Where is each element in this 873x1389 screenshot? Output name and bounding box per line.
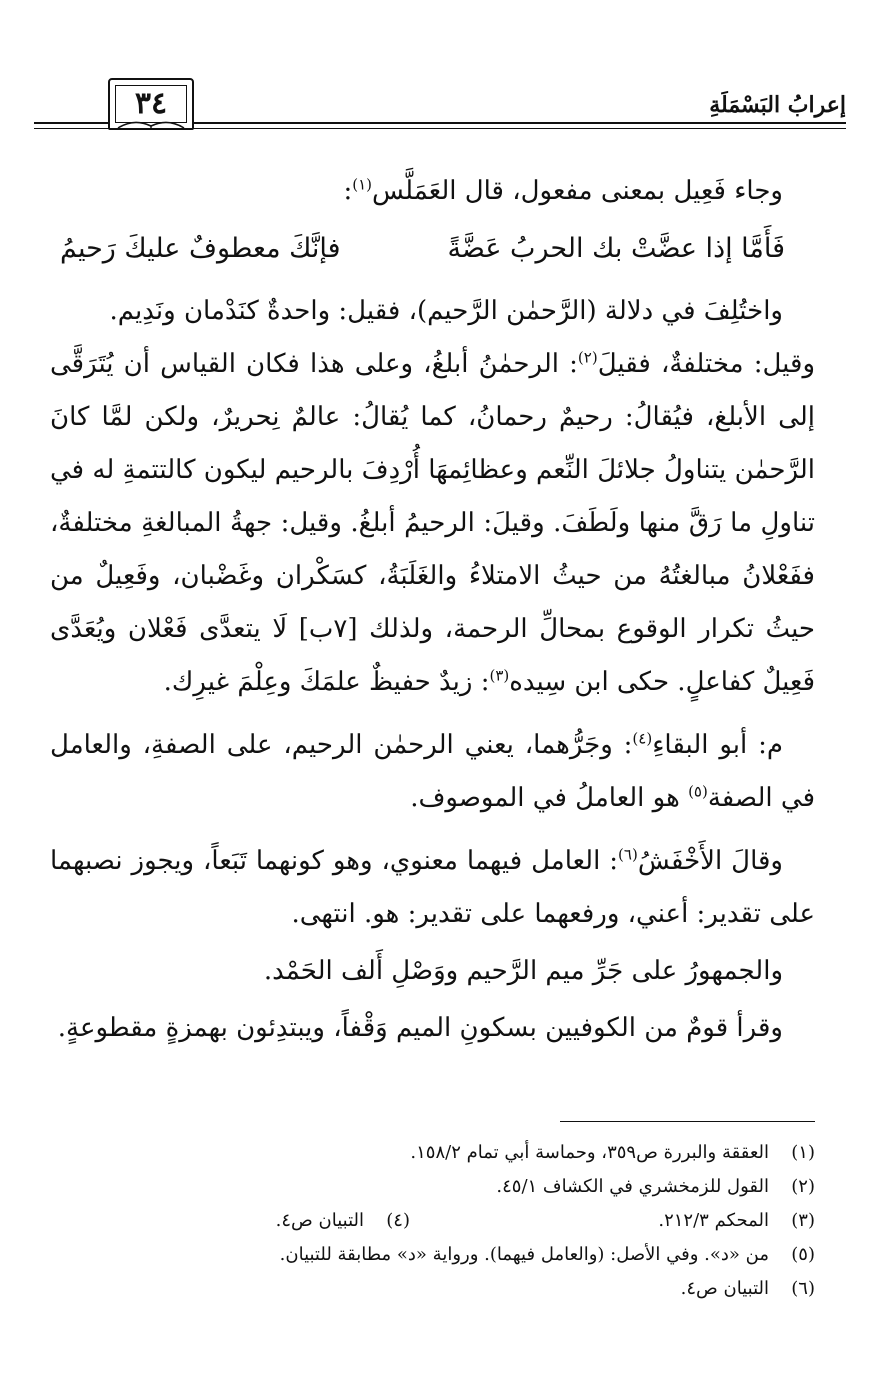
footnote-number: (٤)	[386, 1210, 410, 1231]
footnote-ref: (٣)	[489, 666, 510, 685]
paragraph: وقرأ قومٌ من الكوفيين بسكونِ الميم وَقْفاً، ويبتدِئون بهمزةٍ مقطوعةٍ.	[57, 1013, 783, 1043]
footnote-ref: (٢)	[577, 348, 598, 367]
footnote-ref: (٦)	[618, 845, 638, 864]
paragraph	[50, 165, 815, 218]
verse-second-hemistich: فإنَّكَ معطوفٌ عليكَ رَحيمُ	[60, 233, 341, 264]
footnote-number: (٣)	[791, 1210, 815, 1231]
footnote-text: المحكم ٢١٢/٣.	[658, 1210, 769, 1231]
running-title: إعرابُ البَسْمَلَةِ	[699, 92, 846, 118]
paragraph-text: :	[343, 176, 353, 206]
footnote-ref: (٥)	[688, 782, 708, 801]
open-book-icon	[116, 116, 186, 130]
footnote-text: التبيان ص٤.	[680, 1278, 769, 1299]
paragraph	[50, 719, 815, 825]
poetry-verse	[50, 222, 815, 275]
paragraph-text: : وجَرُّهما، يعني الرحمٰن الرحيم، على الصفةِ، والعامل في الصفة	[50, 730, 815, 813]
footnote	[50, 1272, 815, 1306]
footnote	[50, 1136, 815, 1170]
footnote-row	[50, 1204, 815, 1238]
page-number: ٣٤	[134, 86, 168, 121]
footnote-text: التبيان ص٤.	[275, 1210, 364, 1231]
footnote-number: (٦)	[791, 1278, 815, 1299]
footnote	[276, 1204, 410, 1238]
page-header	[34, 78, 846, 134]
paragraph-text: : الرحمٰنُ أبلغُ، وعلى هذا فكان القياس أن يُتَرَقَّى إلى الأبلغ، فيُقالُ: رحيمٌ رحمانُ، كما يُقالُ: عالمٌ نِحريرٌ، ولكن لمَّا كانَ الرَّحمٰن يتناولُ جلائلَ النِّعم وعظائِمهَا أُرْدِفَ بالرحيم ليكون كالتتمةِ له في تناولِ ما رَقَّ منها ولَطَفَ. وقيلَ: الرحيمُ أبلغُ. وقيل: جهةُ المبالغةِ مختلفةٌ، ففَعْلانُ مبالغتُهُ من حيثُ الامتلاءُ والغَلَبَةُ، كسَكْران وغَضْبان، وفَعِيلٌ من حيثُ تكرار الوقوع بمحالِّ الرحمة، ولذلك [٧ب] لَا يتعدَّى فَعْلان ويُعَدَّى فَعِيلٌ كفاعلٍ. حكى ابن سِيده	[50, 349, 815, 697]
footnote	[50, 1170, 815, 1204]
paragraph-text: م: أبو البقاءِ	[652, 730, 783, 760]
footnote-ref: (٤)	[632, 729, 653, 748]
paragraph-text: هو العاملُ في الموصوف.	[410, 783, 689, 813]
footnote-text: من «د». وفي الأصل: (والعامل فيهما). ورواية «د» مطابقة للتبيان.	[279, 1244, 769, 1265]
paragraph-text: وقيل: مختلفةٌ، فقيلَ	[597, 349, 815, 379]
paragraph-text: وجاء فَعِيل بمعنى مفعول، قال العَمَلَّس	[372, 176, 783, 206]
footnote-separator	[560, 1121, 815, 1122]
footnote-ref: (١)	[352, 175, 372, 194]
footnote	[50, 1238, 815, 1272]
paragraph: والجمهورُ على جَرِّ ميم الرَّحيم ووَصْلِ أَلف الحَمْد.	[263, 956, 783, 986]
paragraph-text: : العامل فيهما معنوي، وهو كونهما تَبَعاً، ويجوز نصبهما على تقدير: أعني، ورفعهما على تقدير: هو. انتهى.	[50, 846, 815, 929]
footnote-text: القول للزمخشري في الكشاف ٤٥/١.	[496, 1176, 769, 1197]
footnote-number: (٥)	[791, 1244, 815, 1265]
paragraph-text: وقالَ الأَخْفَشُ	[637, 846, 783, 876]
paragraph	[50, 835, 815, 941]
paragraph	[50, 338, 815, 709]
footnote-text: العققة والبررة ص٣٥٩، وحماسة أبي تمام ١٥٨/٢.	[410, 1142, 769, 1163]
paragraph-text: : زيدٌ حفيظٌ علمَكَ وعِلْمَ غيرِك.	[163, 667, 490, 697]
main-text	[50, 165, 815, 1055]
verse-first-hemistich: فَأَمَّا إذا عضَّتْ بك الحربُ عَضَّةً	[447, 233, 785, 264]
footnote	[410, 1204, 815, 1238]
footnotes	[50, 1136, 815, 1306]
footnote-number: (٢)	[791, 1176, 815, 1197]
paragraph: واختُلِفَ في دلالة (الرَّحمٰن الرَّحيم)، فقيل: واحدةٌ كنَدْمان ونَدِيم.	[109, 296, 783, 326]
footnote-number: (١)	[791, 1142, 815, 1163]
